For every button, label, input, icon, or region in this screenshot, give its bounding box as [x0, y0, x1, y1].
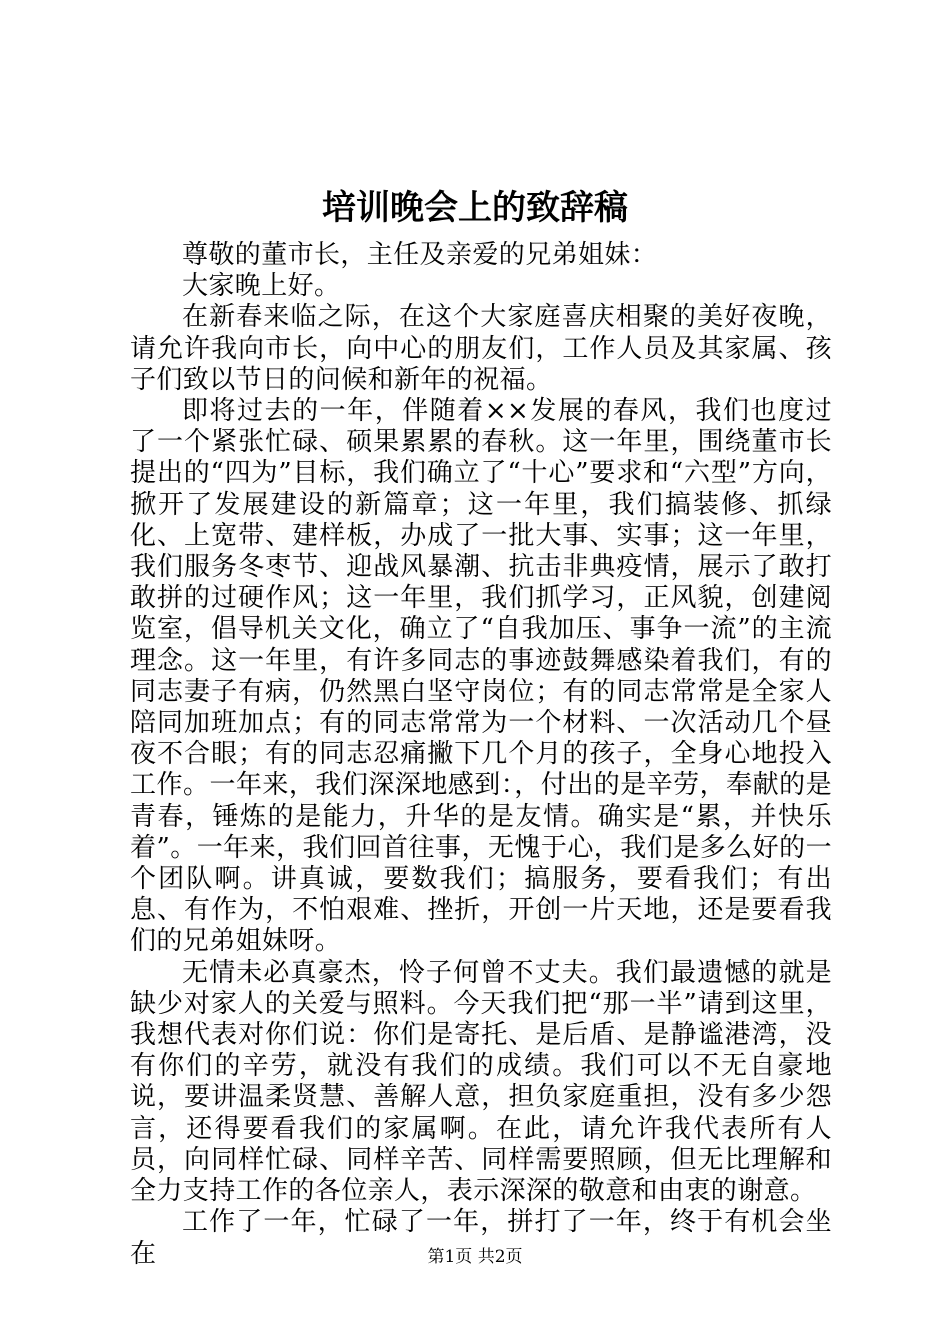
document-title: 培训晚会上的致辞稿 — [322, 188, 628, 228]
page-number-footer: 第1页 共2页 — [427, 1247, 523, 1267]
greeting-paragraph: 大家晚上好。 — [182, 271, 341, 302]
body-paragraph: 在新春来临之际，在这个大家庭喜庆相聚的美好夜晚，请允许我向市长，向中心的朋友们，工作人员及其家属、孩子们致以节日的问候和新年的祝福。 — [130, 302, 832, 395]
salutation-paragraph: 尊敬的董市长，主任及亲爱的兄弟姐妹： — [182, 240, 658, 270]
body-paragraph: 工作了一年，忙碌了一年，拼打了一年，终于有机会坐在 — [130, 1207, 832, 1269]
body-paragraph: 无情未必真豪杰，怜子何曾不丈夫。我们最遗憾的就是缺少对家人的关爱与照料。今天我们把“那一半”请到这里，我想代表对你们说：你们是寄托、是后盾、是静谧港湾，没有你们的辛劳，就没有我们的成绩。我们可以不无自豪地说，要讲温柔贤慧、善解人意，担负家庭重担，没有多少怨言，还得要看我们的家属啊。在此，请允许我代表所有人员，向同样忙碌、同样辛苦、同样需要照顾，但无比理解和全力支持工作的各位亲人，表示深深的敬意和由衷的谢意。 — [130, 957, 832, 1207]
body-paragraph: 即将过去的一年，伴随着××发展的春风，我们也度过了一个紧张忙碌、硕果累累的春秋。这一年里，围绕董市长提出的“四为”目标，我们确立了“十心”要求和“六型”方向，掀开了发展建设的新篇章；这一年里，我们搞装修、抓绿化、上宽带、建样板，办成了一批大事、实事；这一年里，我们服务冬枣节、迎战风暴潮、抗击非典疫情，展示了敢打敢拼的过硬作风；这一年里，我们抓学习，正风貌，创建阅览室，倡导机关文化，确立了“自我加压、事争一流”的主流理念。这一年里，有许多同志的事迹鼓舞感染着我们，有的同志妻子有病，仍然黑白坚守岗位；有的同志常常是全家人陪同加班加点；有的同志常常为一个材料、一次活动几个昼夜不合眼；有的同志忍痛撇下几个月的孩子，全身心地投入工作。一年来，我们深深地感到：，付出的是辛劳，奉献的是青春，锤炼的是能力，升华的是友情。确实是“累，并快乐着”。一年来，我们回首往事，无愧于心，我们是多么好的一个团队啊。讲真诚，要数我们；搞服务，要看我们；有出息、有作为，不怕艰难、挫折，开创一片天地，还是要看我们的兄弟姐妹呀。 — [130, 396, 832, 957]
document-body — [130, 240, 832, 1270]
